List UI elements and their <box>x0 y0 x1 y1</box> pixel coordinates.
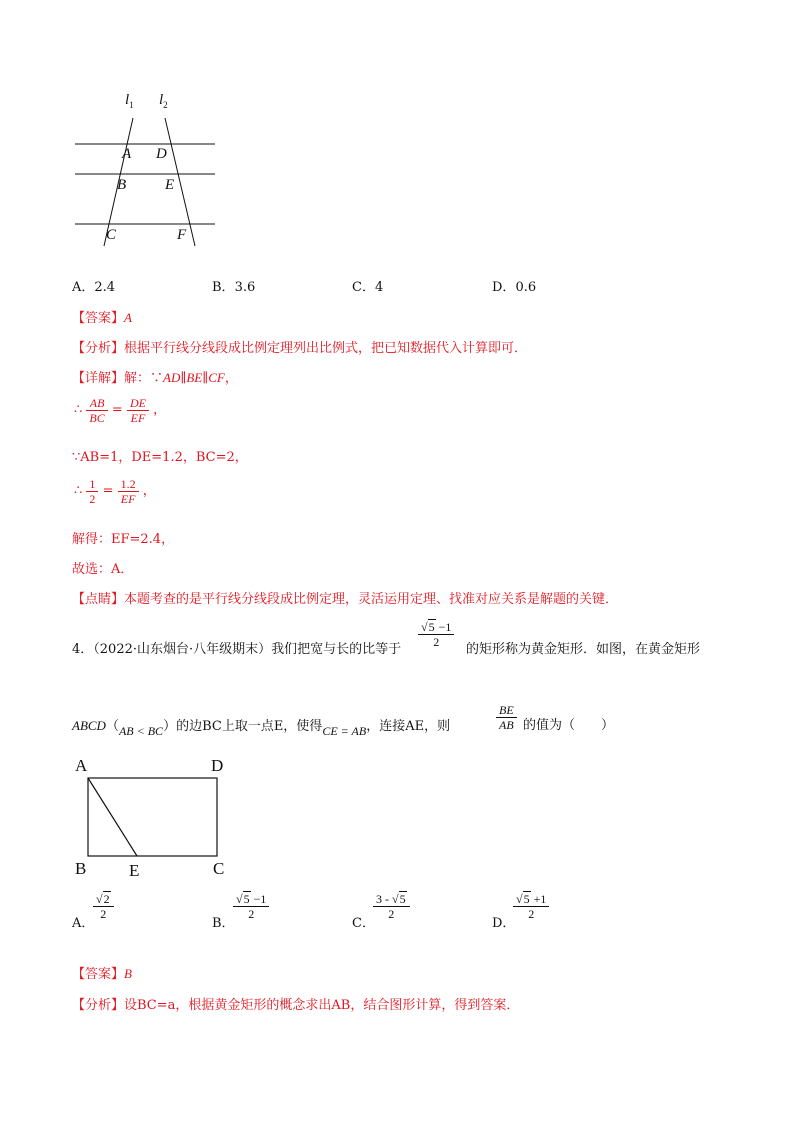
rect-point-D: D <box>211 756 224 775</box>
comment-line: 【点睛】本题考查的是平行线分线段成比例定理，灵活运用定理、找准对应关系是解题的关键． <box>72 592 619 607</box>
option-a: A．2.4 <box>72 280 116 295</box>
q4-option-d: $\frac{√5 +1}{2}$ <box>513 892 549 921</box>
answer-line: 【答案】A <box>72 310 132 326</box>
q4-answer-line: 【答案】B <box>72 966 132 982</box>
analysis-line: 【分析】根据平行线分线段成比例定理列出比例式，把已知数据代入计算即可． <box>72 341 528 356</box>
q4-option-c-letter: C． <box>352 916 375 931</box>
rect-point-A: A <box>75 756 88 775</box>
q4-option-a: $\frac{√2}{2}$ <box>93 892 114 921</box>
label-l2: $l_2$ <box>159 92 168 110</box>
proportion-2: ∴ $\frac{1}{2}$ = $\frac{1.2}{EF}$ ， <box>74 477 156 506</box>
q4-analysis-line: 【分析】设BC=a，根据黄金矩形的概念求出AB，结合图形计算，得到答案． <box>72 998 520 1013</box>
q4-option-d-letter: D． <box>492 916 516 931</box>
q4-option-a-letter: A． <box>72 916 95 931</box>
rect-point-E: E <box>129 861 140 880</box>
q4-stem-line1b: 的矩形称为黄金矩形．如图，在黄金矩形 <box>466 642 701 657</box>
q4-stem-line1: 4．（2022·山东烟台·八年级期末）我们把宽与长的比等于 <box>72 642 402 657</box>
rect-point-C: C <box>213 859 225 878</box>
rectangle-abcd <box>88 778 217 856</box>
option-c: C．4 <box>352 280 384 295</box>
q4-option-c: $\frac{3 - √5}{2}$ <box>373 892 410 921</box>
q4-stem-line2: ABCD（AB < BC）的边BC上取一点E，使得CE = AB，连接AE，则 <box>72 718 451 738</box>
parallel-lines-figure <box>60 90 230 250</box>
detail-line: 【详解】解：∵AD∥BE∥CF， <box>72 370 238 386</box>
point-D-label: D <box>156 146 167 162</box>
point-E-label: E <box>165 177 175 193</box>
point-C-label: C <box>106 227 117 243</box>
option-b: B．3.6 <box>212 280 256 295</box>
segment-ae <box>88 778 137 856</box>
option-d: D．0.6 <box>492 280 537 295</box>
q4-stem-line2b: 的值为（ ） <box>523 718 615 733</box>
choose-line: 故选：A． <box>72 562 134 577</box>
point-B-label: B <box>117 177 127 193</box>
solve-line: 解得：EF=2.4， <box>72 532 175 547</box>
point-F-label: F <box>177 227 187 243</box>
be-ab-fraction: $\frac{BE}{AB}$ <box>496 703 517 732</box>
q4-option-b: $\frac{√5 -1}{2}$ <box>233 892 269 921</box>
point-A-label: A <box>122 146 132 162</box>
golden-ratio-fraction: $\frac{√5 -1}{2}$ <box>418 620 454 649</box>
q4-option-b-letter: B． <box>212 916 235 931</box>
proportion-1: ∴ $\frac{AB}{BC}$ = $\frac{DE}{EF}$ ， <box>74 396 167 425</box>
label-l1: $l_1$ <box>125 92 134 110</box>
rect-point-B: B <box>75 859 87 878</box>
given-values: ∵AB=1，DE=1.2，BC=2， <box>72 450 248 465</box>
